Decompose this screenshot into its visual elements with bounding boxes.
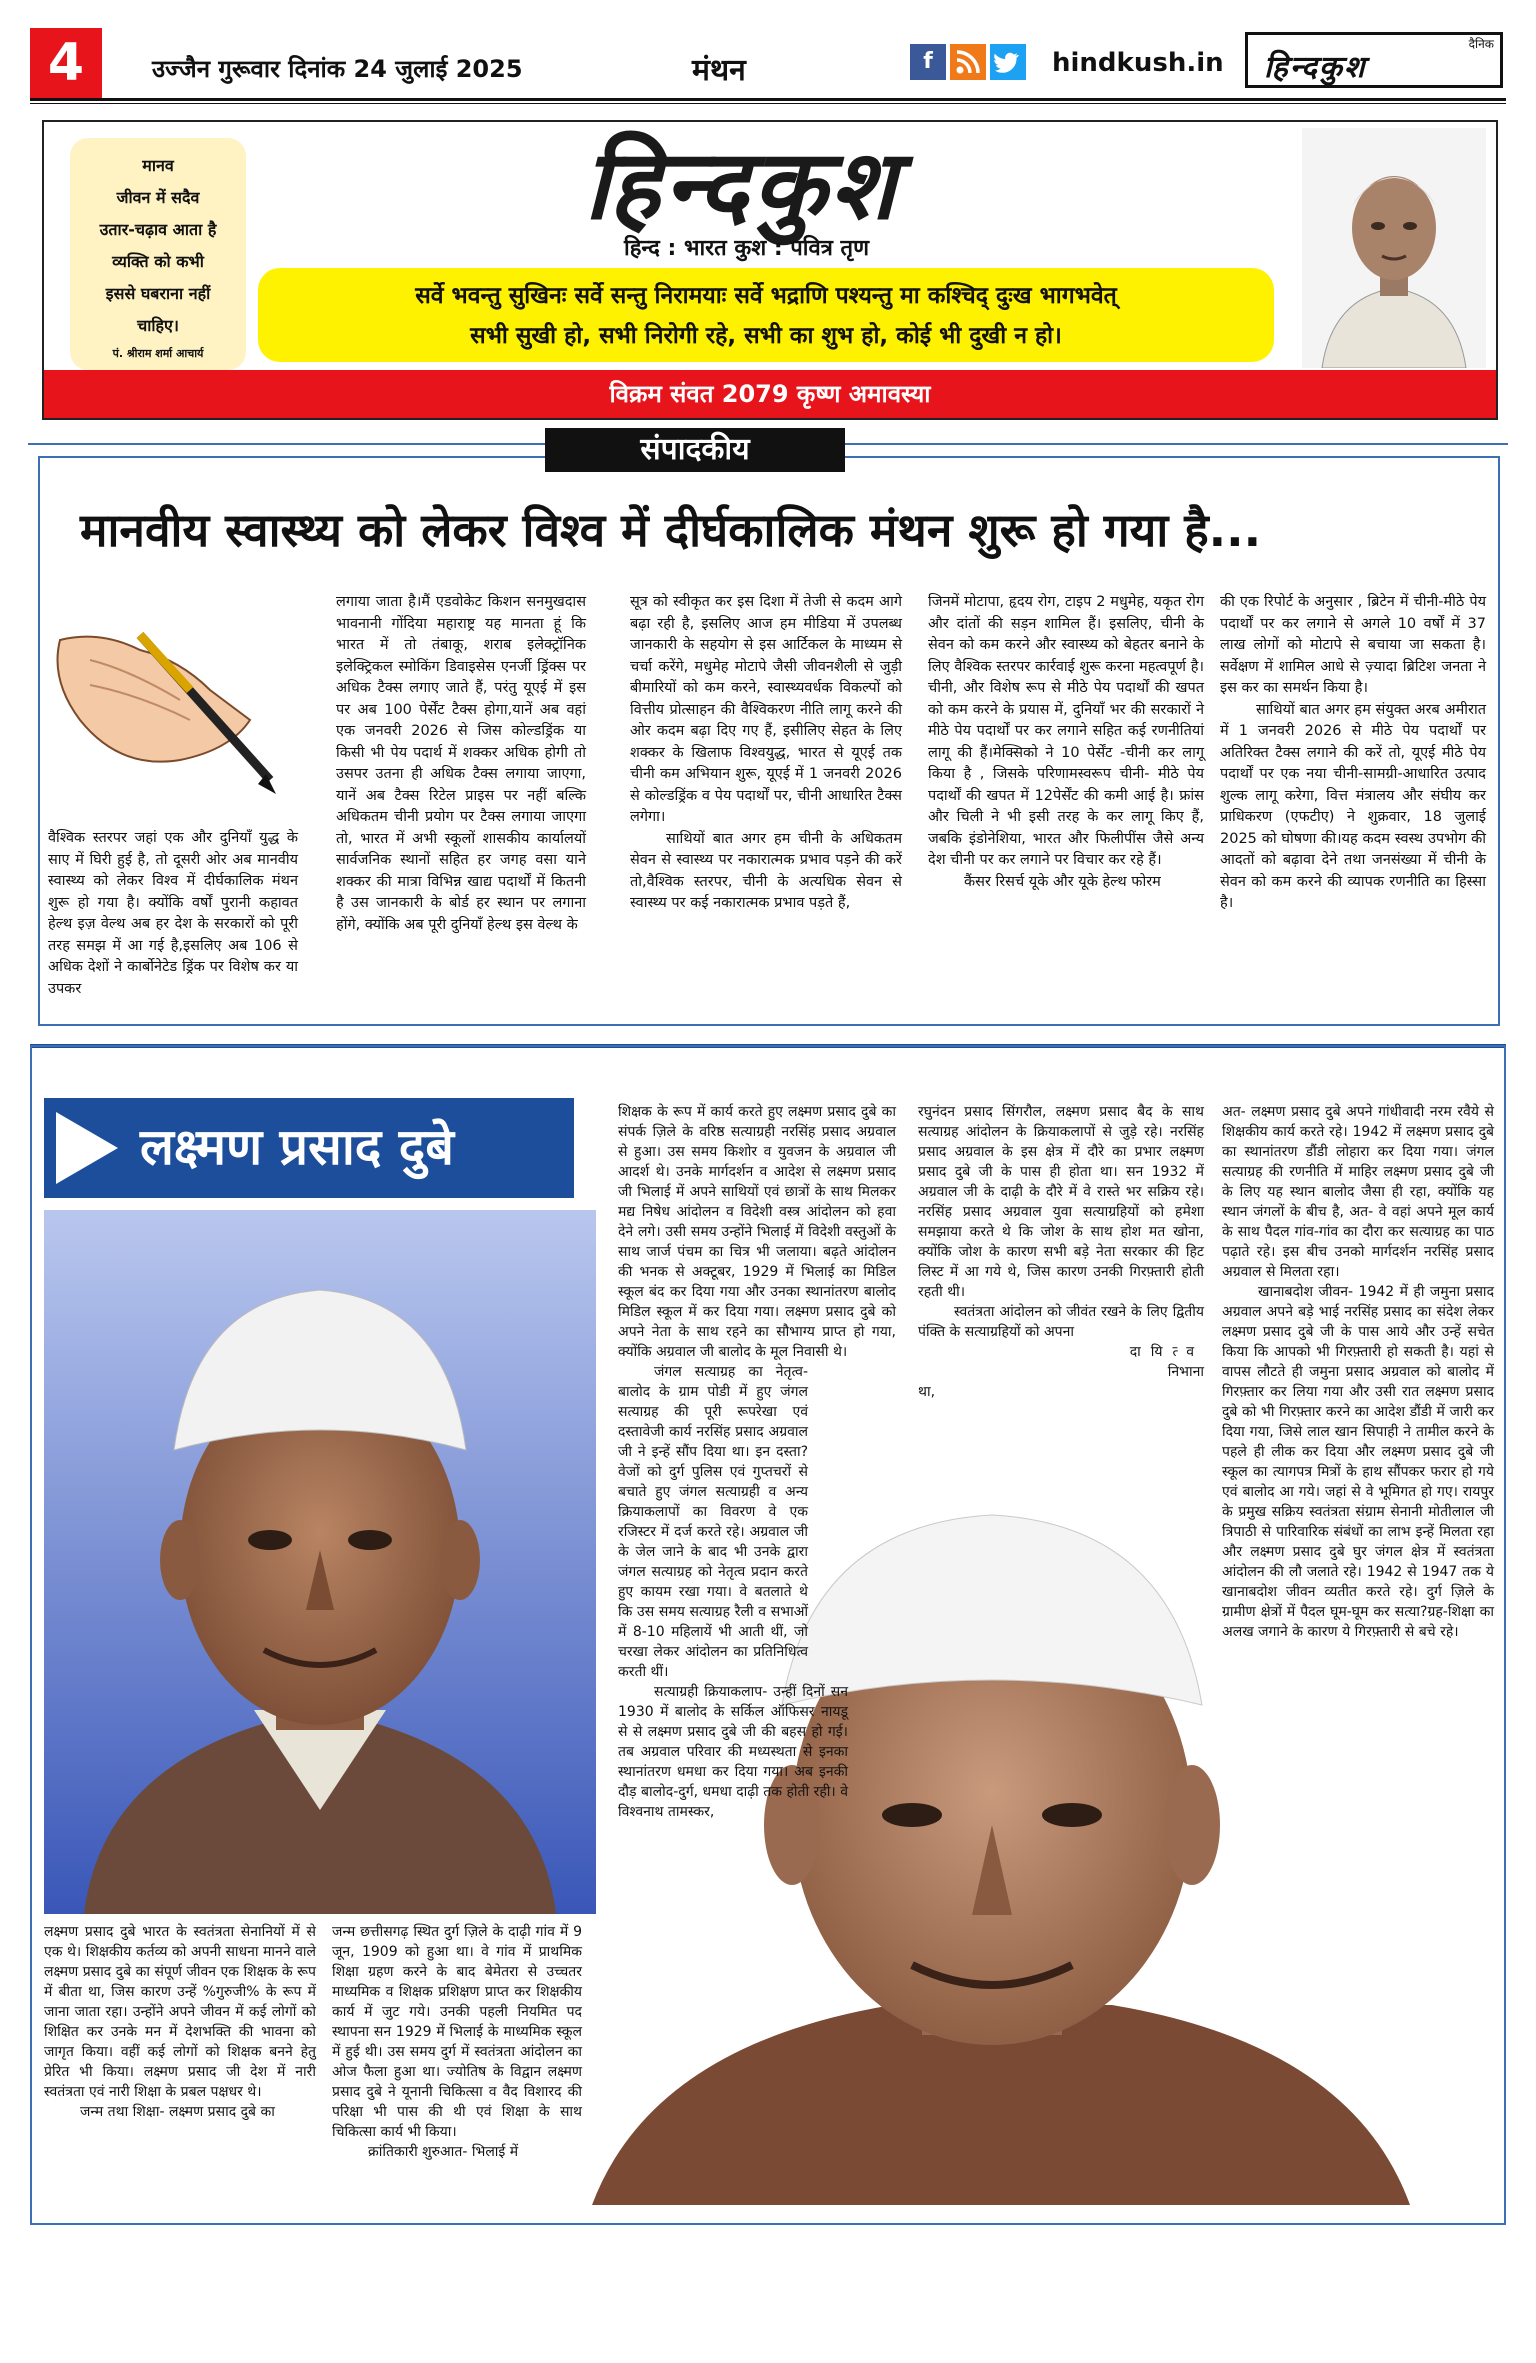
feature-column-5 <box>1222 1102 1494 1642</box>
paragraph: साथियों बात अगर हम चीनी के अधिकतम सेवन से स्वास्थ्य पर नकारात्मक प्रभाव पड़ने की करें तो,वैश्विक स्तरपर, चीनी के अत्यधिक सेवन से स्वास्थ्य पर कई नकारात्मक प्रभाव पड़ते हैं, <box>630 830 902 911</box>
paragraph: सूत्र को स्वीकृत कर इस दिशा में तेजी से कदम आगे बढ़ा रही है, इसलिए आज हम मीडिया में उपलब्ध जानकारी के सहयोग से इस आर्टिकल के माध्यम से चर्चा करेंगे, मधुमेह मोटापे जैसी जीवनशैली से जुड़ी बीमारियों को कम करने, स्वास्थ्यवर्धक विकल्पों को वित्तीय प्रोत्साहन की वैश्विकरण नीति लागू करने की ओर कदम बढ़ा दिए गए हैं, इसीलिए सेहत के लिए शक्कर के खिलाफ विश्वयुद्ध, भारत से यूएई तक चीनी कम अभियान शुरू, यूएई में 1 जनवरी 2026 से कोल्डड्रिंक व पेय पदार्थों पर, चीनी आधारित टैक्स लगेगा। <box>630 594 902 825</box>
quote-author: पं. श्रीराम शर्मा आचार्य <box>112 347 204 360</box>
website-link[interactable]: hindkush.in <box>1052 48 1224 78</box>
paragraph: वैश्विक स्तरपर जहां एक और दुनियाँ युद्ध के साए में घिरी हुई है, तो दूसरी ओर अब मानवीय स्वास्थ्य को लेकर विश्व में दीर्घकालिक मंथन शुरू हो गया है। क्योंकि वर्षों पुरानी कहावत हेल्थ इज़ वेल्थ अब हर देश के सरकारों को पूरी तरह समझ में आ गई है,इसलिए अब 106 से अधिक देशों ने कार्बोनेटेड ड्रिंक पर विशेष कर या उपकर <box>48 830 298 997</box>
mantra-box <box>258 268 1274 362</box>
paragraph: की एक रिपोर्ट के अनुसार , ब्रिटेन में चीनी-मीठे पेय पदार्थों पर कर लगाने से अगले 10 वर्षों में 37 लाख लोगों को मोटापे से बचाया जा सकता है। सर्वेक्षण में शामिल आधे से ज़्यादा ब्रिटिश जनता ने इस कर का समर्थन किया है। <box>1220 594 1486 696</box>
mini-logo <box>1245 32 1503 88</box>
editorial-column-1 <box>48 828 298 1000</box>
paragraph: सत्याग्रही क्रियाकलाप- उन्हीं दिनों सन 1930 में बालोद के सर्किल ऑफिसर नायडू से से लक्ष्मण प्रसाद दुबे जी की बहस हो गई। तब अग्रवाल परिवार की मध्यस्थता से इनका स्थानांतरण धमधा कर दिया गया। अब इनकी दौड़ बालोद-दुर्ग, धमधा दाढ़ी तक होती रही। वे विश्वनाथ तामस्कर, <box>618 1684 848 1820</box>
rss-icon[interactable] <box>950 44 986 80</box>
newspaper-logo: हिन्दकुश <box>584 128 900 241</box>
masthead <box>42 120 1498 420</box>
feature-column-4 <box>918 1102 1204 1402</box>
paragraph: जन्म छत्तीसगढ़ स्थित दुर्ग ज़िले के दाढ़ी गांव में 9 जून, 1909 को हुआ था। वे गांव में प्राथमिक शिक्षा ग्रहण करने के बाद बेमेतरा से उच्चतर माध्यमिक व शिक्षक प्रशिक्षण प्राप्त कर शिक्षकीय कार्य में जुट गये। उनकी पहली नियमित पद स्थापना सन 1929 में भिलाई के माध्यमिक स्कूल में हुई थी। उस समय दुर्ग में स्वतंत्रता आंदोलन का ओज फैला हुआ था। ज्योतिष के विद्वान लक्ष्मण प्रसाद दुबे ने यूनानी चिकित्सा व वैद विशारद की परिक्षा भी पास की थी एवं शिक्षा के साथ चिकित्सा कार्य भी किया। <box>332 1924 582 2140</box>
editorial-headline: मानवीय स्वास्थ्य को लेकर विश्व में दीर्घकालिक मंथन शुरू हो गया है... <box>80 503 1262 557</box>
paragraph: शिक्षक के रूप में कार्य करते हुए लक्ष्मण प्रसाद दुबे का संपर्क ज़िले के वरिष्ठ सत्याग्रही नरसिंह प्रसाद अग्रवाल से हुआ। उस समय किशोर व युवजन के अग्रवाल जी आदर्श थे। उनके मार्गदर्शन व आदेश से लक्ष्मण प्रसाद जी भिलाई में अपने साथियों एवं छात्रों के साथ मिलकर मद्य निषेध आंदोलन व विदेशी वस्त्र आंदोलन को हवा देने लगे। उसी समय उन्होंने भिलाई में विदेशी वस्तुओं के साथ जार्ज पंचम का चित्र भी जलाया। बढ़ते आंदोलन की भनक से अक्टूबर, 1929 में भिलाई का मिडिल स्कूल बंद कर दिया गया और उनका स्थानांतरण बालोद मिडिल स्कूल में कर दिया गया। लक्ष्मण प्रसाद दुबे को अपने नेता के साथ रहने का सौभाग्य प्राप्त हो गया, क्योंकि अग्रवाल जी बालोद के मूल निवासी थे। <box>618 1104 896 1360</box>
quote-line: व्यक्ति को कभी <box>112 252 204 271</box>
social-links <box>910 44 1026 80</box>
feature-column-2 <box>332 1922 582 2162</box>
paragraph: जिनमें मोटापा, हृदय रोग, टाइप 2 मधुमेह, यकृत रोग और दांतों की सड़न शामिल हैं। इसलिए, चीनी के सेवन को कम करने और स्वास्थ्य को बेहतर बनाने के लिए वैश्विक स्तरपर कार्रवाई शुरू करना महत्वपूर्ण है।चीनी, और विशेष रूप से मीठे पेय पदार्थों की खपत को कम करने के प्रयास में, दुनियाँ भर की सरकारों ने मीठे पेय पदार्थों पर कर लगाने सहित कई रणनीतियां लागू की हैं।मेक्सिको ने 10 पेर्सेंट -चीनी कर लागू किया है , जिसके परिणामस्वरूप चीनी- मीठे पेय पदार्थों की खपत में 12पेर्सेंट की कमी आई है। फ्रांस और चिली ने भी इसी तरह के कर लागू किए हैं, जबकि इंडोनेशिया, भारत और फिलीपींस जैसे अन्य देश चीनी पर कर लगाने पर विचार कर रहे हैं। <box>928 594 1204 868</box>
editorial-column-4 <box>928 592 1204 893</box>
editorial-tab: संपादकीय <box>545 428 845 472</box>
daily-label: दैनिक <box>1468 37 1494 51</box>
quote-line: चाहिए। <box>137 316 179 335</box>
paragraph: दायित्व <box>1129 1344 1204 1360</box>
feature-column-3 <box>618 1102 896 1822</box>
editorial-column-3 <box>630 592 902 915</box>
divider <box>30 98 1506 101</box>
quote-line: उतार-चढ़ाव आता है <box>99 220 217 239</box>
paragraph: लगाया जाता है।मैं एडवोकेट किशन सनमुखदास भावनानी गोंदिया महाराष्ट्र यह मानता हूं कि भारत में तो तंबाकू, शराब इलेक्ट्रॉनिक इलेक्ट्रिकल स्मोकिंग डिवाइसेस एनर्जी ड्रिंक्स पर अधिक टैक्स लगाए जाते हैं, परंतु यूएई में इस पर अब 100 पेर्सेंट टैक्स होगा,यानें अब वहां एक जनवरी 2026 से जिस कोल्डड्रिंक या किसी भी पेय पदार्थ में शक्कर अधिक होगी तो उसपर उतना ही अधिक टैक्स लगाया जाएगा, यानें अब टैक्स रिटेल प्राइस पर नहीं बल्कि अधिकतम चीनी प्रयोग पर टैक्स लगाया जाएगा तो, भारत में अभी स्कूलों शासकीय कार्यालयों सार्वजनिक स्थानों सहित हर जगह वसा याने शक्कर की मात्रा विभिन्न खाद्य पदार्थों में कितनी है उस जानकारी के बोर्ड हर स्थान पर लगाना होंगे, क्योंकि अब पूरी दुनियाँ हेल्थ इस वेल्थ के <box>336 594 586 933</box>
top-bar <box>30 28 1506 98</box>
founder-portrait <box>1302 128 1486 368</box>
quote-box <box>70 138 246 370</box>
quote-line: जीवन में सदैव <box>116 188 200 207</box>
paragraph: लक्ष्मण प्रसाद दुबे भारत के स्वतंत्रता सेनानियों में से एक थे। शिक्षकीय कर्तव्य को अपनी साधना मानने वाले लक्ष्मण प्रसाद दुबे का संपूर्ण जीवन एक शिक्षक के रूप में बीता था, जिस कारण उन्हें %गुरुजी% के रूप में जाना जाता रहा। उन्होंने अपने जीवन में कई लोगों को शिक्षित कर उनके मन में देशभक्ति की भावना को जागृत किया। वहीं कई लोगों को शिक्षक बनने हेतु प्रेरित भी किया। लक्ष्मण प्रसाद जी देश में नारी स्वतंत्रता एवं नारी शिक्षा के प्रबल पक्षधर थे। <box>44 1924 316 2100</box>
paragraph: साथियों बात अगर हम संयुक्त अरब अमीरात में 1 जनवरी 2026 से मीठे पेय पदार्थों पर अतिरिक्त टैक्स लगाने की करें तो, यूएई मीठे पेय पदार्थों पर एक नया चीनी-सामग्री-आधारित उत्पाद शुल्क लागू करेगा, वित्त मंत्रालय और संघीय कर प्राधिकरण (एफटीए) ने शुक्रवार, 18 जुलाई 2025 को घोषणा की।यह कदम स्वस्थ उपभोग की आदतों को बढ़ावा देने तथा जनसंख्या में चीनी के सेवन को कम करने की व्यापक रणनीति का हिस्सा है। <box>1220 701 1486 911</box>
dateline: उज्जैन गुरूवार दिनांक 24 जुलाई 2025 <box>152 55 523 83</box>
page-number: 4 <box>30 28 102 98</box>
mantra-sanskrit: सर्वे भवन्तु सुखिनः सर्वे सन्तु निरामयाः सर्वे भद्राणि पश्यन्तु मा कश्चिद् दुःख भागभवेत् <box>415 283 1117 309</box>
paragraph: स्वतंत्रता आंदोलन को जीवंत रखने के लिए द्वितीय पंक्ति के सत्याग्रहियों को अपना <box>918 1304 1204 1340</box>
section-name: मंथन <box>692 53 746 88</box>
quote-line: इससे घबराना नहीं <box>105 284 211 303</box>
logo-subtitle: हिन्द : भारत कुश : पवित्र तृण <box>624 236 869 261</box>
paragraph: अत- लक्ष्मण प्रसाद दुबे अपने गांधीवादी नरम रवैये से शिक्षकीय कार्य करते रहे। 1942 में लक्ष्मण प्रसाद दुबे का स्थानांतरण डौंडी लोहारा कर दिया गया। जंगल सत्याग्रह की रणनीति में माहिर लक्ष्मण प्रसाद दुबे जी के लिए यह स्थान बालोद जैसा ही रहा, क्योंकि यह स्थान जंगलों के बीच है, अत- वे वहां अपने मूल कार्य के साथ पैदल गांव-गांव का दौरा कर सत्याग्रह का पाठ पढ़ाते रहे। इस बीच उनको मार्गदर्शन नरसिंह प्रसाद अग्रवाल से मिलता रहा। <box>1222 1104 1494 1280</box>
portrait-photo <box>44 1210 596 1914</box>
divider <box>30 103 1506 104</box>
feature-title: लक्ष्मण प्रसाद दुबे <box>140 1118 454 1176</box>
samvat-bar: विक्रम संवत 2079 कृष्ण अमावस्या <box>44 370 1496 418</box>
feature-column-1 <box>44 1922 316 2122</box>
paragraph: कैंसर रिसर्च यूके और यूके हेल्थ फोरम <box>964 873 1161 890</box>
paragraph: निभाना <box>1167 1364 1204 1380</box>
mantra-hindi: सभी सुखी हो, सभी निरोगी रहे, सभी का शुभ हो, कोई भी दुखी न हो। <box>470 323 1062 349</box>
paragraph: खानाबदोश जीवन- 1942 में ही जमुना प्रसाद अग्रवाल अपने बड़े भाई नरसिंह प्रसाद का संदेश लेकर लक्ष्मण प्रसाद दुबे जी के पास आये और उन्हें सचेत किया कि आपको भी गिरफ़्तारी हो सकती है। यहां से वापस लौटते ही जमुना प्रसाद अग्रवाल को बालोद में गिरफ़्तार कर लिया गया और उसी रात लक्ष्मण प्रसाद दुबे को भी गिरफ़्तार करने का आदेश डौंडी में जारी कर दिया गया, जिसे लाल खान सिपाही ने तामील करने के पहले ही लीक कर दिया और लक्ष्मण प्रसाद दुबे जी स्कूल का त्यागपत्र मित्रों के हाथ सौंपकर फरार हो गये एवं बालोद आ गये। जहां से वे भूमिगत हो गए। रायपुर के प्रमुख सक्रिय स्वतंत्रता संग्राम सेनानी मोतीलाल जी त्रिपाठी से पारिवारिक संबंधों का लाभ इन्हें मिलता रहा और लक्ष्मण प्रसाद दुबे घुर जंगल क्षेत्र में स्वतंत्रता आंदोलन की लौ जलाते रहे। 1942 से 1947 तक ये खानाबदोश जीवन व्यतीत करते रहे। दुर्ग ज़िले के ग्रामीण क्षेत्रों में पैदल घूम-घूम कर सत्या?ग्रह-शिक्षा का अलख जगाने के कारण ये गिरफ़्तारी से बचे रहे। <box>1222 1284 1494 1640</box>
twitter-icon[interactable] <box>990 44 1026 80</box>
quote-line: मानव <box>142 156 174 175</box>
paragraph: रघुनंदन प्रसाद सिंगरौल, लक्ष्मण प्रसाद बैद के साथ सत्याग्रह आंदोलन के क्रियाकलापों से जुड़े रहे। नरसिंह प्रसाद अग्रवाल के इस क्षेत्र में दौरे का प्रभार लक्ष्मण प्रसाद दुबे जी के पास ही होता था। सन 1932 में अग्रवाल जी के दाढ़ी के दौरे में वे रास्ते भर सक्रिय रहे। नरसिंह प्रसाद अग्रवाल युवा सत्याग्रहियों को हमेशा समझाया करते थे कि जोश के साथ होश मत खोना, क्योंकि जोश के कारण सभी बड़े नेता सरकार की हिट लिस्ट में आ गये थे, जिस कारण उनकी गिरफ़्तारी होती रहती थी। <box>918 1104 1204 1300</box>
editorial-column-2 <box>336 592 586 936</box>
paragraph: था, <box>918 1384 936 1400</box>
paragraph: जंगल सत्याग्रह का नेतृत्व- बालोद के ग्राम पोडी में हुए जंगल सत्याग्रह की पूरी रूपरेखा एवं दस्तावेजी कार्य नरसिंह प्रसाद अग्रवाल जी ने इन्हें सौंप दिया था। इन दस्ता?वेजों को दुर्ग पुलिस एवं गुप्तचरों से बचाते हुए जंगल सत्याग्रही व अन्य क्रियाकलापों का विवरण वे एक रजिस्टर में दर्ज करते रहे। अग्रवाल जी के जेल जाने के बाद भी उनके द्वारा जंगल सत्याग्रह को नेतृत्व प्रदान करते हुए कायम रखा गया। वे बतलाते थे कि उस समय सत्याग्रह रैली व सभाओं में 8-10 महिलायें भी आती थीं, जो चरखा लेकर आंदोलन का प्रतिनिधित्व करती थीं। <box>618 1364 808 1680</box>
facebook-icon[interactable]: f <box>910 44 946 80</box>
writing-hand-illustration <box>30 600 280 800</box>
paragraph: क्रांतिकारी शुरुआत- भिलाई में <box>368 2144 519 2160</box>
mini-logo-text: हिन्दकुश <box>1264 50 1367 85</box>
paragraph: जन्म तथा शिक्षा- लक्ष्मण प्रसाद दुबे का <box>80 2104 275 2120</box>
editorial-column-5 <box>1220 592 1486 915</box>
